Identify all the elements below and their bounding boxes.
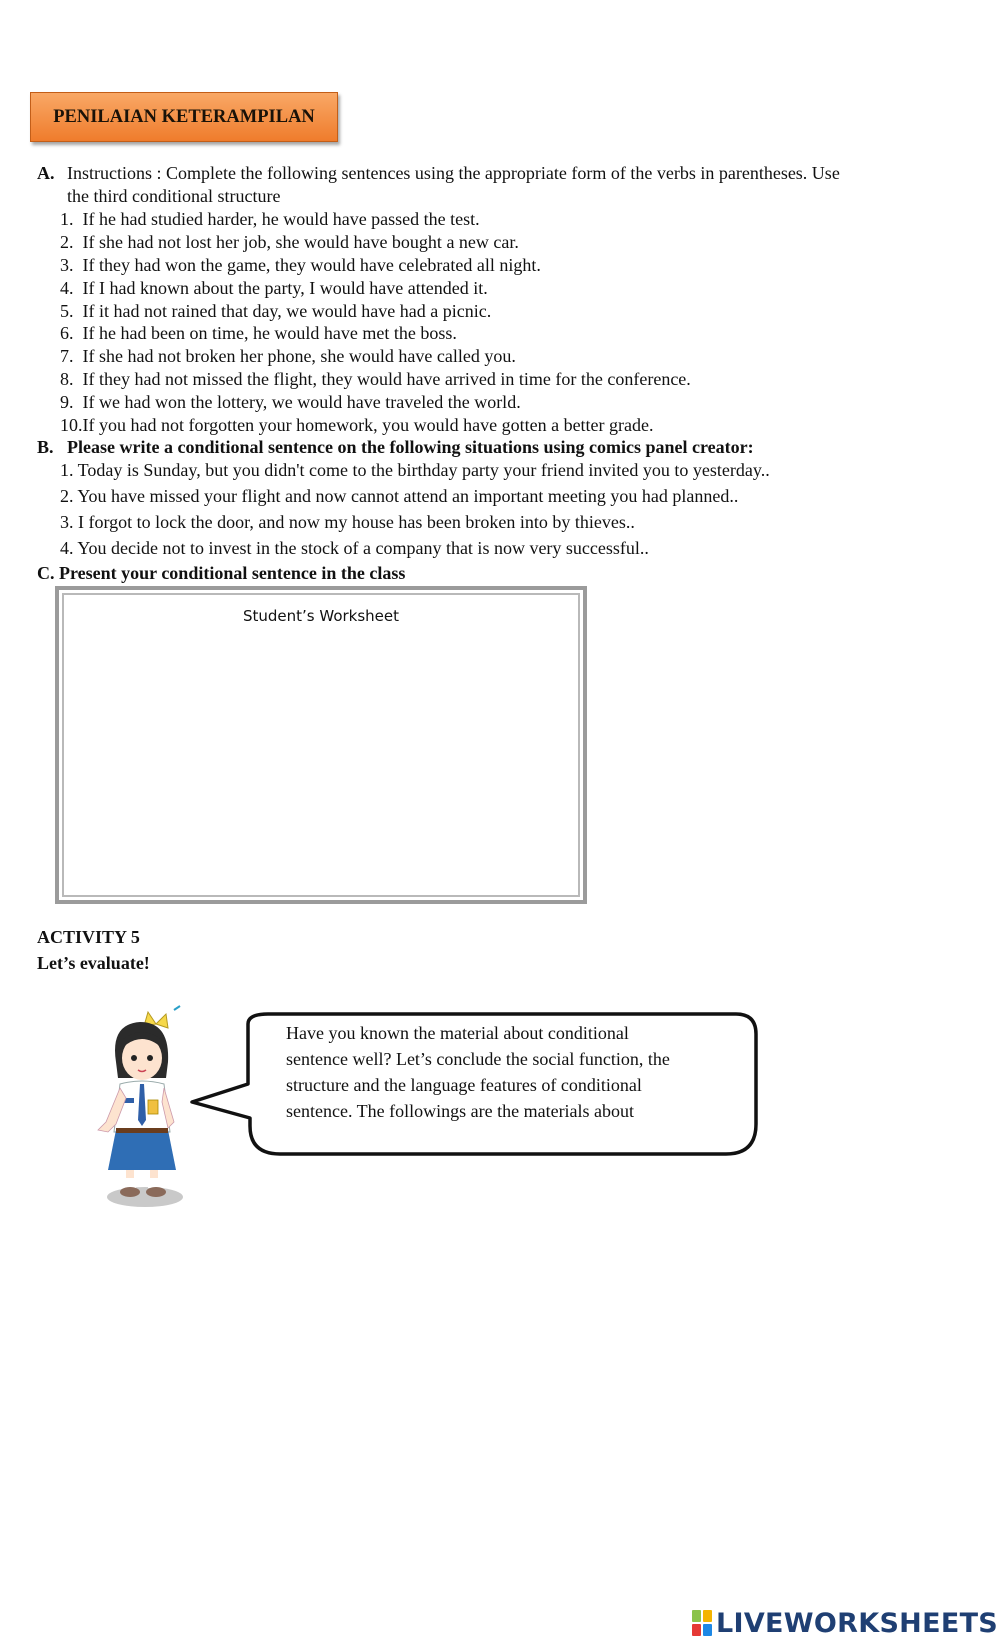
- section-c-heading: C. Present your conditional sentence in the class: [37, 563, 406, 583]
- logo-tile-e: [703, 1624, 712, 1636]
- sentence-item-2: 2. If she had not lost her job, she would have bought a new car.: [60, 232, 519, 252]
- section-title-badge: [30, 92, 338, 142]
- situation-item-3: 3. I forgot to lock the door, and now my house has been broken into by thieves..: [60, 512, 635, 532]
- liveworksheets-logo-icon: [692, 1610, 712, 1636]
- situation-item-1: 1. Today is Sunday, but you didn't come to the birthday party your friend invited you to yesterday..: [60, 460, 770, 480]
- bubble-line-2: sentence well? Let’s conclude the social function, the: [286, 1049, 670, 1069]
- logo-tile-v: [692, 1624, 701, 1636]
- activity-title: ACTIVITY 5: [37, 927, 140, 947]
- sentence-item-4: 4. If I had known about the party, I would have attended it.: [60, 278, 488, 298]
- section-title: PENILAIAN KETERAMPILAN: [53, 106, 315, 127]
- situation-item-2: 2. You have missed your flight and now cannot attend an important meeting you had planned..: [60, 486, 739, 506]
- liveworksheets-logo: [692, 1606, 998, 1640]
- sentence-item-9: 9. If we had won the lottery, we would have traveled the world.: [60, 392, 521, 412]
- bubble-line-4: sentence. The followings are the materials about: [286, 1101, 635, 1121]
- activity-subtitle: Let’s evaluate!: [37, 953, 150, 973]
- section-a-instruction-line1: Instructions : Complete the following sentences using the appropriate form of the verbs in parentheses. Use: [67, 163, 840, 183]
- bubble-line-3: structure and the language features of conditional: [286, 1075, 642, 1095]
- section-b-heading: Please write a conditional sentence on the following situations using comics panel creator:: [67, 437, 754, 457]
- liveworksheets-brand: LIVEWORKSHEETS: [716, 1607, 999, 1639]
- sentence-item-5: 5. If it had not rained that day, we would have had a picnic.: [60, 301, 492, 321]
- worksheet-label: Student’s Worksheet: [242, 607, 400, 625]
- situation-item-4: 4. You decide not to invest in the stock of a company that is now very successful..: [60, 538, 649, 558]
- logo-tile-l: [692, 1610, 701, 1622]
- section-b-marker: B.: [37, 437, 54, 457]
- section-a-instruction-line2: the third conditional structure: [67, 186, 281, 206]
- sentence-item-6: 6. If he had been on time, he would have met the boss.: [60, 323, 457, 343]
- sentence-item-1: 1. If he had studied harder, he would have passed the test.: [60, 209, 480, 229]
- logo-tile-i: [703, 1610, 712, 1622]
- student-worksheet-box[interactable]: [55, 586, 587, 904]
- sentence-item-8: 8. If they had not missed the flight, they would have arrived in time for the conference.: [60, 369, 691, 389]
- sentence-item-10: 10.If you had not forgotten your homework, you would have gotten a better grade.: [60, 415, 654, 435]
- section-a-marker: A.: [37, 163, 55, 183]
- sentence-item-3: 3. If they had won the game, they would have celebrated all night.: [60, 255, 541, 275]
- bubble-line-1: Have you known the material about conditional: [286, 1023, 629, 1043]
- worksheet-inner-frame: [62, 593, 580, 897]
- sentence-item-7: 7. If she had not broken her phone, she would have called you.: [60, 346, 516, 366]
